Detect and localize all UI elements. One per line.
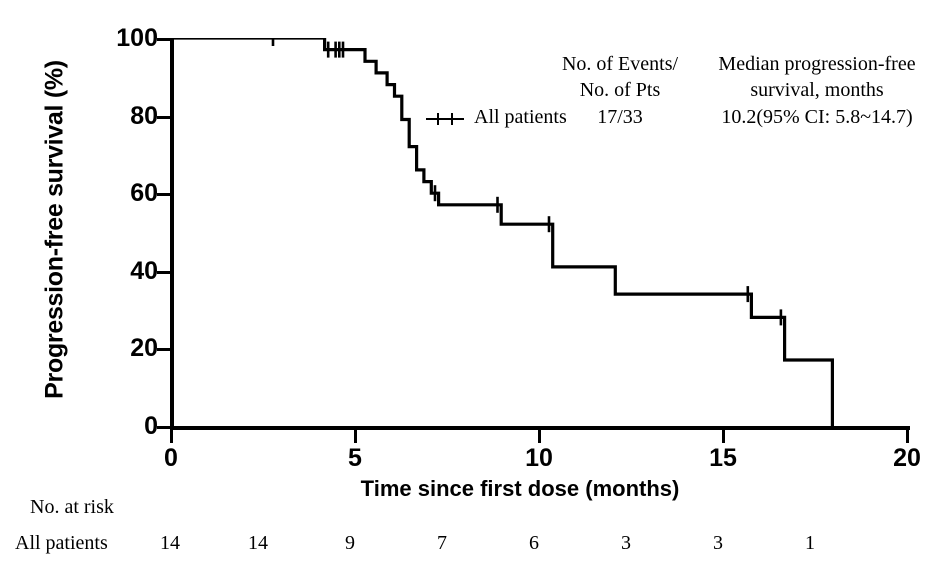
legend-header-events-line2: No. of Pts xyxy=(579,78,661,101)
x-tick-5 xyxy=(354,430,357,443)
risk-value-7: 1 xyxy=(805,532,815,554)
y-tick-0 xyxy=(157,426,170,429)
y-tick-label-60: 60 xyxy=(130,179,158,207)
legend-header-median-line2: survival, months xyxy=(750,78,884,101)
y-tick-100 xyxy=(157,38,170,41)
x-tick-label-15: 15 xyxy=(709,444,737,472)
x-tick-label-10: 10 xyxy=(525,444,553,472)
y-tick-80 xyxy=(157,116,170,119)
x-tick-0 xyxy=(170,430,173,443)
legend-median-value: 10.2(95% CI: 5.8~14.7) xyxy=(721,106,913,128)
y-tick-20 xyxy=(157,348,170,351)
y-tick-label-20: 20 xyxy=(130,334,158,362)
legend-header-events xyxy=(540,52,700,103)
risk-table-row-label: All patients xyxy=(15,532,108,554)
legend-series-label: All patients xyxy=(474,106,567,128)
y-axis-title: Progression-free survival (%) xyxy=(40,60,69,399)
x-tick-20 xyxy=(906,430,909,443)
y-tick-label-0: 0 xyxy=(144,412,158,440)
legend-events-value: 17/33 xyxy=(597,106,643,128)
risk-value-0: 14 xyxy=(160,532,180,554)
x-tick-10 xyxy=(538,430,541,443)
y-tick-label-100: 100 xyxy=(116,24,158,52)
risk-value-6: 3 xyxy=(713,532,723,554)
y-tick-label-80: 80 xyxy=(130,102,158,130)
y-tick-40 xyxy=(157,271,170,274)
risk-value-3: 7 xyxy=(437,532,447,554)
legend-header-median xyxy=(702,52,931,103)
x-tick-15 xyxy=(722,430,725,443)
legend-header-events-line1: No. of Events/ xyxy=(561,53,679,75)
y-tick-60 xyxy=(157,193,170,196)
risk-value-1: 14 xyxy=(248,532,268,554)
risk-value-5: 3 xyxy=(621,532,631,554)
legend-header-median-line1: Median progression-free xyxy=(718,53,916,75)
y-tick-label-40: 40 xyxy=(130,257,158,285)
x-axis-title: Time since first dose (months) xyxy=(360,476,680,501)
x-tick-label-20: 20 xyxy=(893,444,921,472)
legend-censor-marker-icon xyxy=(426,118,464,120)
risk-value-4: 6 xyxy=(529,532,539,554)
x-tick-label-0: 0 xyxy=(164,444,178,472)
x-tick-label-5: 5 xyxy=(348,444,362,472)
risk-value-2: 9 xyxy=(345,532,355,554)
risk-table-title: No. at risk xyxy=(30,496,114,518)
